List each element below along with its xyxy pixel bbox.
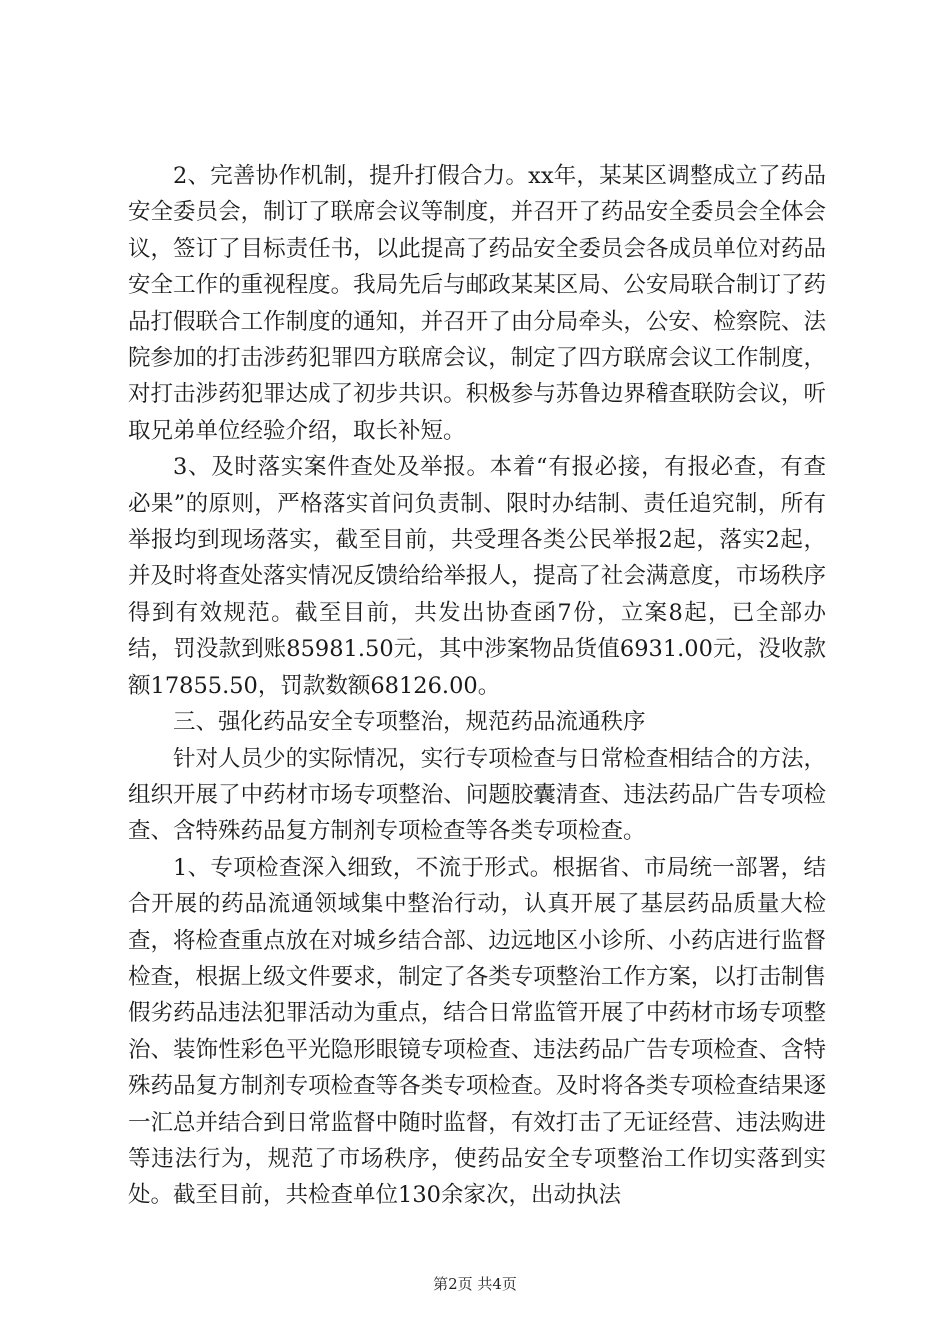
section-heading-special-rectification: 三、强化药品安全专项整治，规范药品流通秩序 xyxy=(173,709,646,736)
paragraph-special-inspection-detail: 1、专项检查深入细致，不流于形式。根据省、市局统一部署，结合开展的药品流通领域集中整治行动，认真开展了基层药品质量大检查，将检查重点放在对城乡结合部、边远地区小诊所、小药店进行监督检查，根据上级文件要求，制定了各类专项整治工作方案，以打击制售假劣药品违法犯罪活动为重点，结合日常监管开展了中药材市场专项整治、装饰性彩色平光隐形眼镜专项检查、违法药品广告专项检查、含特殊药品复方制剂专项检查等各类专项检查。及时将各类专项检查结果逐一汇总并结合到日常监督中随时监督，有效打击了无证经营、违法购进等违法行为，规范了市场秩序，使药品安全专项整治工作切实落到实处。截至目前，共检查单位130余家次，出动执法 xyxy=(128,854,826,1209)
paragraph-cooperation-mechanism: 2、完善协作机制，提升打假合力。xx年，某某区调整成立了药品安全委员会，制订了联席会议等制度，并召开了药品安全委员会全体会议，签订了目标责任书，以此提高了药品安全委员会各成员单位对药品安全工作的重视程度。我局先后与邮政某某区局、公安局联合制订了药品打假联合工作制度的通知，并召开了由分局牵头，公安、检察院、法院参加的打击涉药犯罪四方联席会议，制定了四方联席会议工作制度，对打击涉药犯罪达成了初步共识。积极参与苏鲁边界稽查联防会议，听取兄弟单位经验介绍，取长补短。 xyxy=(128,163,826,444)
paragraph-case-handling: 3、及时落实案件查处及举报。本着“有报必接，有报必查，有查必果”的原则，严格落实首问负责制、限时办结制、责任追究制，所有举报均到现场落实，截至目前，共受理各类公民举报2起，落实2起，并及时将查处落实情况反馈给给举报人，提高了社会满意度，市场秩序得到有效规范。截至目前，共发出协查函7份，立案8起，已全部办结，罚没款到账85981.50元，其中涉案物品货值6931.00元，没收款额17855.50，罚款数额68126.00。 xyxy=(128,454,826,699)
document-body xyxy=(128,158,826,1214)
paragraph-special-inspection-intro: 针对人员少的实际情况，实行专项检查与日常检查相结合的方法，组织开展了中药材市场专项整治、问题胶囊清查、违法药品广告专项检查、含特殊药品复方制剂专项检查等各类专项检查。 xyxy=(128,745,826,845)
page-footer: 第2页 共4页 xyxy=(433,1275,517,1293)
